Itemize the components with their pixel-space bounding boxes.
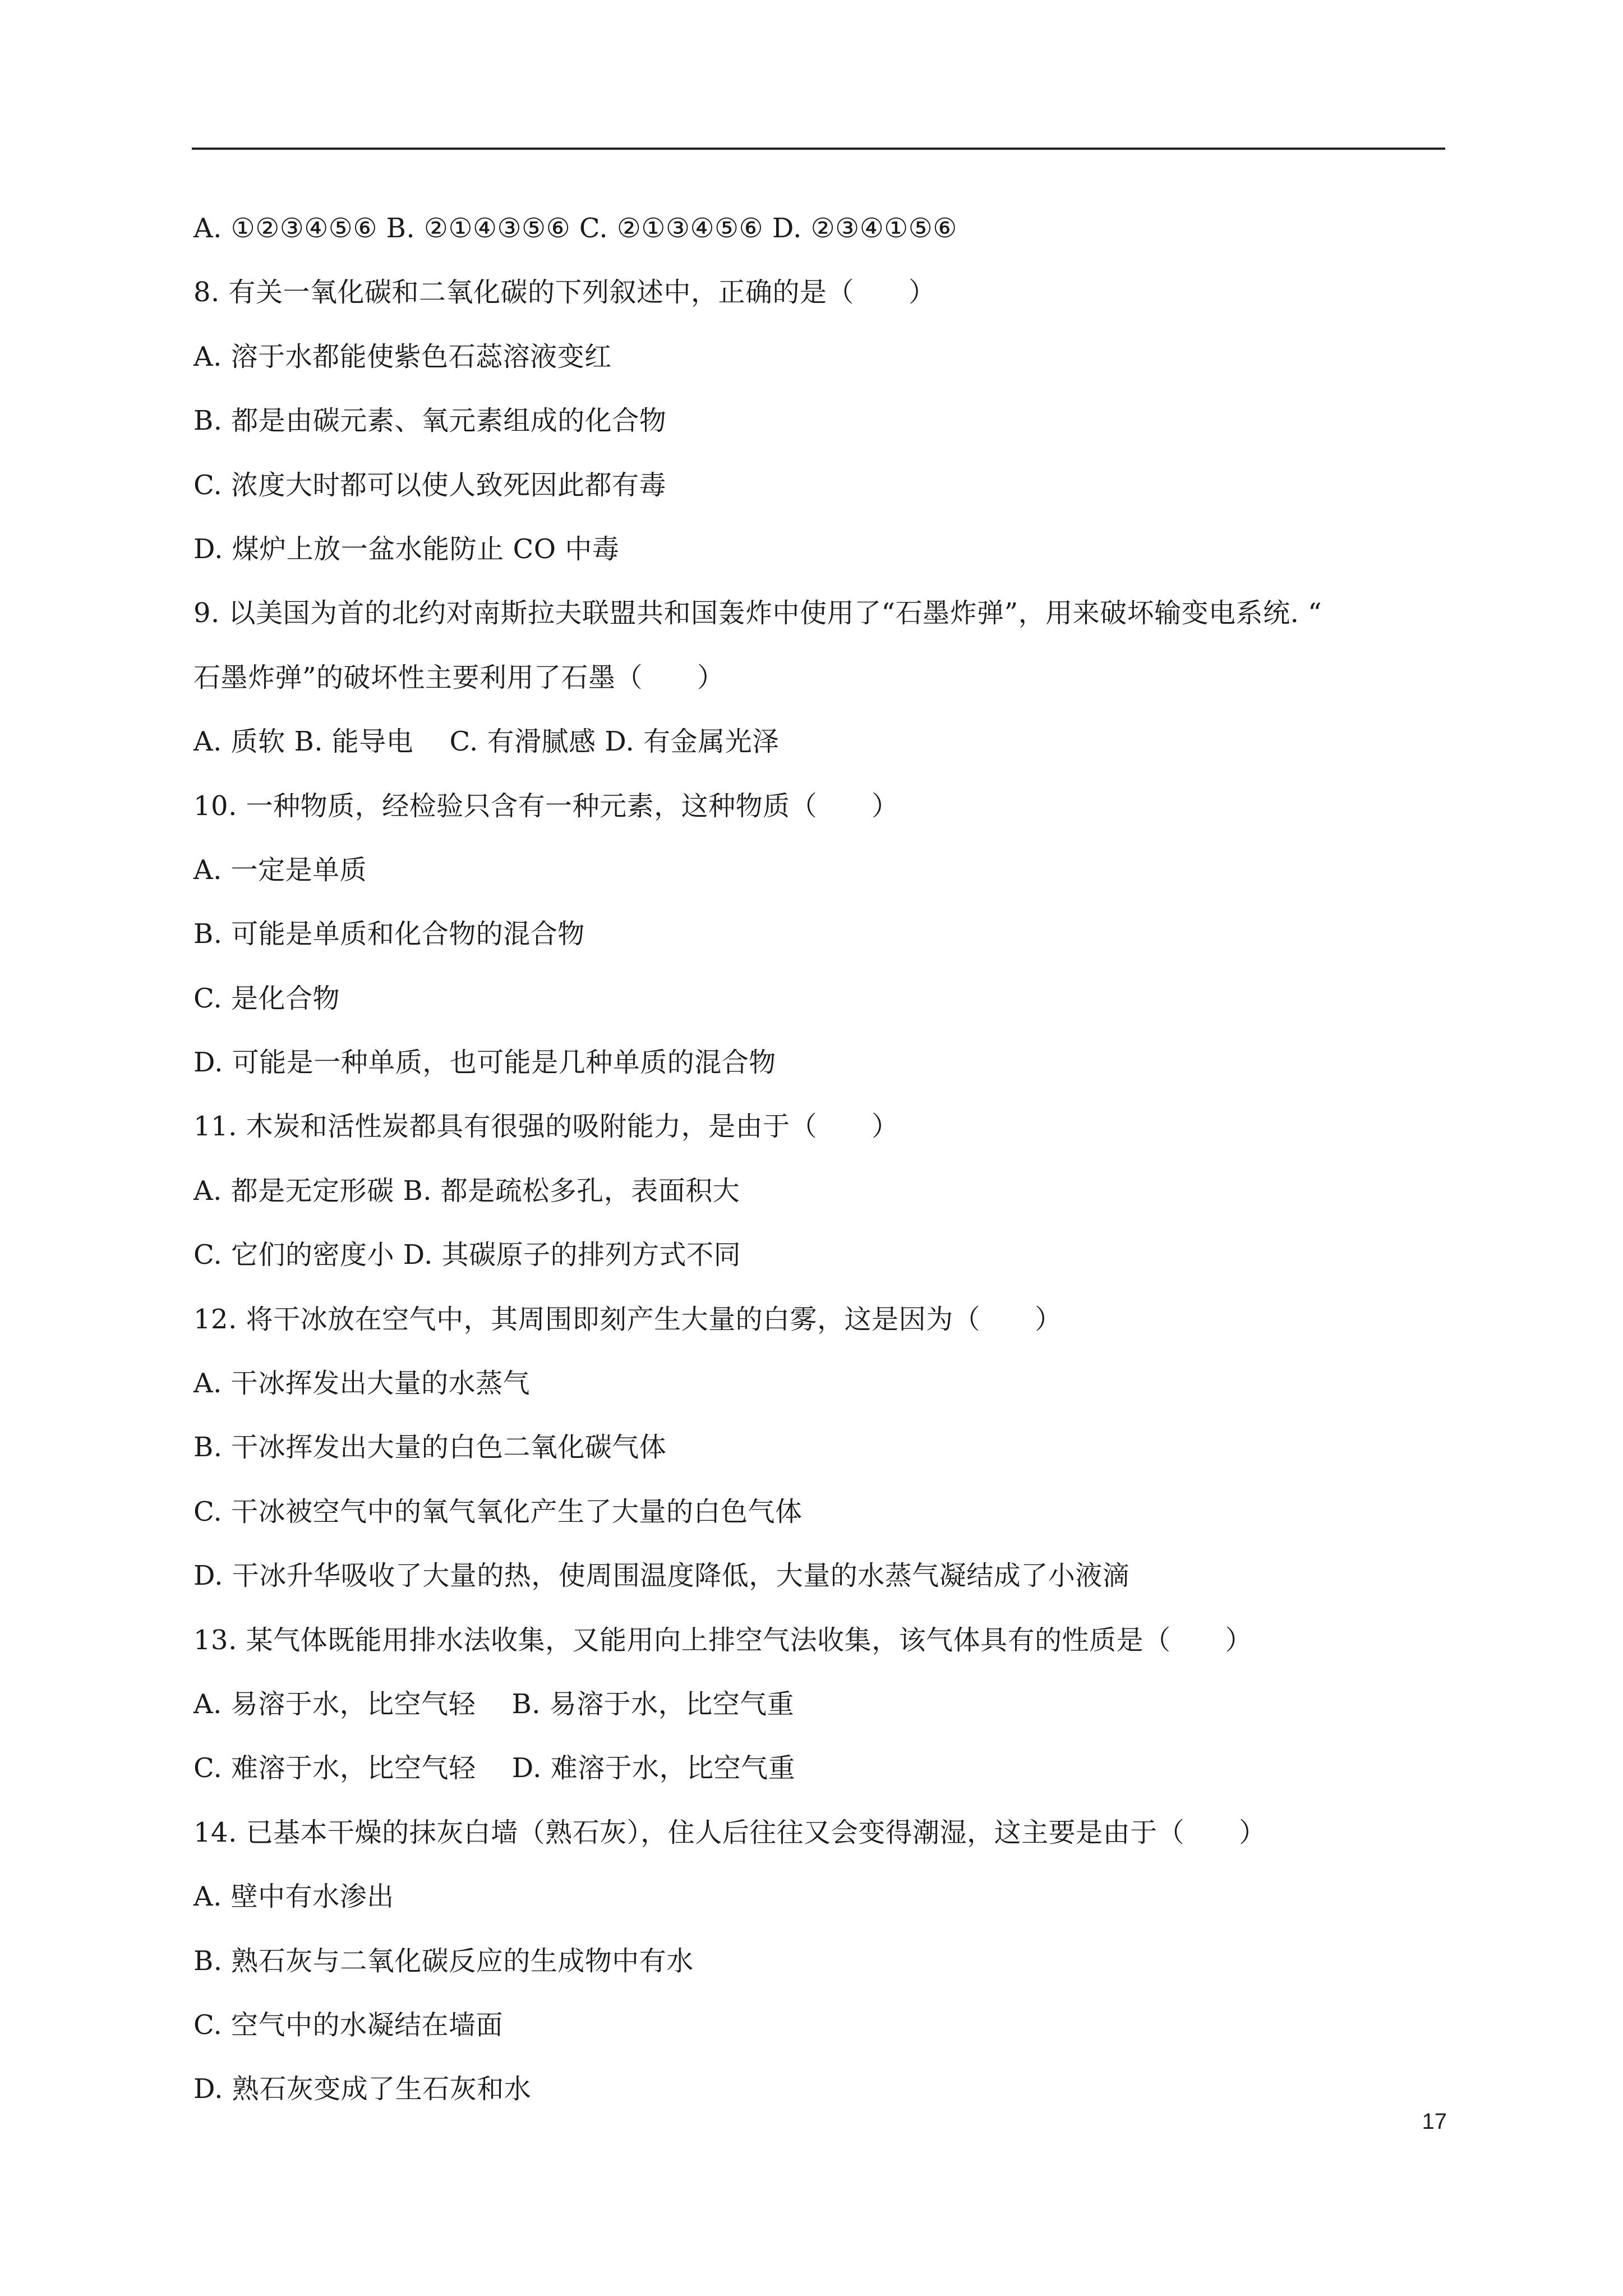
q12-option-d: D. 干冰升华吸收了大量的热，使周围温度降低，大量的水蒸气凝结成了小液滴 [193,1560,1130,1592]
q9-stem-line1: 9. 以美国为首的北约对南斯拉夫联盟共和国轰炸中使用了“石墨炸弹”，用来破坏输变电系统. “ [193,597,1322,629]
q11-options-ab: A. 都是无定形碳 B. 都是疏松多孔，表面积大 [193,1175,740,1207]
header-rule [192,148,1445,150]
q13-options-ab: A. 易溶于水，比空气轻 B. 易溶于水，比空气重 [193,1688,795,1720]
q8-option-d: D. 煤炉上放一盆水能防止 CO 中毒 [193,533,620,565]
q8-option-b: B. 都是由碳元素、氧元素组成的化合物 [193,405,667,437]
q13-options-cd: C. 难溶于水，比空气轻 D. 难溶于水，比空气重 [193,1752,796,1784]
q10-option-d: D. 可能是一种单质，也可能是几种单质的混合物 [193,1047,776,1079]
q7-options: A. ①②③④⑤⑥ B. ②①④③⑤⑥ C. ②①③④⑤⑥ D. ②③④①⑤⑥ [193,213,957,244]
q14-option-b: B. 熟石灰与二氧化碳反应的生成物中有水 [193,1945,694,1977]
q10-option-c: C. 是化合物 [193,982,340,1014]
q10-option-a: A. 一定是单质 [193,854,367,886]
q14-option-c: C. 空气中的水凝结在墙面 [193,2009,504,2041]
page-number: 17 [1422,2109,1447,2134]
q13-stem: 13. 某气体既能用排水法收集，又能用向上排空气法收集，该气体具有的性质是（ ） [193,1624,1253,1656]
page-body [193,196,1444,2122]
q9-stem-line2: 石墨炸弹”的破坏性主要利用了石墨（ ） [193,661,725,693]
q9-options: A. 质软 B. 能导电 C. 有滑腻感 D. 有金属光泽 [193,726,780,758]
q11-options-cd: C. 它们的密度小 D. 其碳原子的排列方式不同 [193,1239,741,1271]
q10-option-b: B. 可能是单质和化合物的混合物 [193,918,585,950]
q12-option-a: A. 干冰挥发出大量的水蒸气 [193,1368,531,1400]
q12-option-c: C. 干冰被空气中的氧气氧化产生了大量的白色气体 [193,1496,803,1527]
q8-option-a: A. 溶于水都能使紫色石蕊溶液变红 [193,341,612,372]
q14-stem: 14. 已基本干燥的抹灰白墙（熟石灰），住人后往往又会变得潮湿，这主要是由于（ ） [193,1816,1266,1848]
q8-option-c: C. 浓度大时都可以使人致死因此都有毒 [193,469,667,501]
q11-stem: 11. 木炭和活性炭都具有很强的吸附能力，是由于（ ） [193,1111,899,1143]
q12-stem: 12. 将干冰放在空气中，其周围即刻产生大量的白雾，这是因为（ ） [193,1303,1062,1335]
q10-stem: 10. 一种物质，经检验只含有一种元素，这种物质（ ） [193,790,899,822]
q8-stem: 8. 有关一氧化碳和二氧化碳的下列叙述中，正确的是（ ） [193,277,936,309]
q14-option-a: A. 壁中有水渗出 [193,1881,394,1913]
q12-option-b: B. 干冰挥发出大量的白色二氧化碳气体 [193,1432,667,1464]
q14-option-d: D. 熟石灰变成了生石灰和水 [193,2073,532,2105]
